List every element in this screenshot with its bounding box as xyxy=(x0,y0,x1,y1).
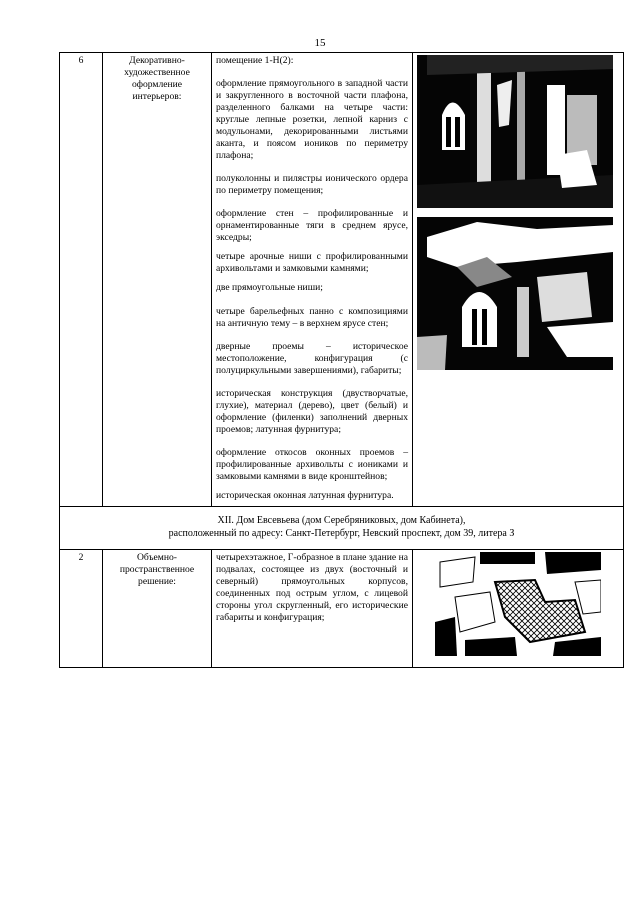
interior-photo xyxy=(417,55,613,208)
item-name: Объемно-пространственное решение: xyxy=(103,550,212,668)
item-name: Декоративно-художественное оформление интерьеров: xyxy=(103,53,212,507)
desc-paragraph: оформление стен – профилированные и орнаментированные тяги в среднем ярусе, экседры; xyxy=(216,208,408,243)
row-number: 6 xyxy=(60,53,103,507)
photo-cell xyxy=(413,53,624,507)
desc-paragraph: историческая конструкция (двустворчатые, глухие), материал (дерево), цвет (белый) и оформление (филенки) заполнений дверных проемов; латунная фурнитура; xyxy=(216,388,408,435)
table-row xyxy=(60,53,624,507)
item-description xyxy=(212,53,413,507)
desc-paragraph: четыре барельефных панно с композициями на античную тему – в верхнем ярусе стен; xyxy=(216,306,408,329)
row-number: 2 xyxy=(60,550,103,668)
interior-photo xyxy=(417,217,613,370)
desc-paragraph: помещение 1-Н(2): xyxy=(216,55,294,66)
heritage-table xyxy=(59,52,624,668)
desc-paragraph: историческая оконная латунная фурнитура. xyxy=(216,490,394,501)
section-header-row xyxy=(60,507,624,550)
desc-paragraph: оформление откосов оконных проемов – профилированные архивольты с иониками и замковыми камнями в виде кронштейнов; xyxy=(216,447,408,482)
section-heading xyxy=(60,507,624,550)
desc-paragraph: полуколонны и пилястры ионического ордера по периметру помещения; xyxy=(216,173,408,196)
plan-cell xyxy=(413,550,624,668)
table-row xyxy=(60,550,624,668)
page-number: 15 xyxy=(314,37,326,49)
section-heading-line: XII. Дом Евсевьева (дом Серебряниковых, дом Кабинета), xyxy=(217,515,466,526)
section-heading-line: расположенный по адресу: Санкт-Петербург, Невский проспект, дом 39, литера З xyxy=(168,528,515,539)
desc-paragraph: две прямоугольные ниши; xyxy=(216,282,323,293)
desc-paragraph: четыре арочные ниши с профилированными архивольтами и замковыми камнями; xyxy=(216,251,408,274)
item-description: четырехэтажное, Г-образное в плане здание на подвалах, состоящее из двух (восточный и северный) прямоугольных корпусов, соединенных под острым углом, с лицевой стороны угол скругленный, его исторические габариты и конфигурация; xyxy=(212,550,413,668)
desc-paragraph: дверные проемы – историческое местоположение, конфигурация (с полуциркульными завершениями), габариты; xyxy=(216,341,408,376)
desc-paragraph: оформление прямоугольного в западной части и закругленного в восточной части плафона, разделенного балками на четыре части: круглые лепные розетки, лепной карниз с модульонами, декорированными листьями аканта, и поясом иоников по периметру плафона; xyxy=(216,78,408,161)
site-plan-image xyxy=(435,552,601,656)
